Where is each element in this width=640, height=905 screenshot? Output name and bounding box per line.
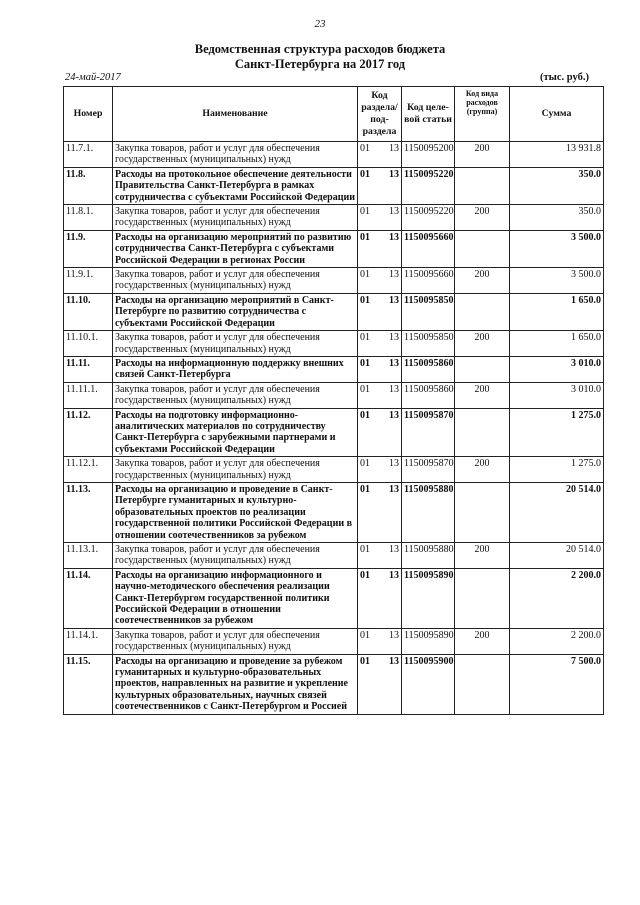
row-name: Расходы на организацию информационного и научно-методического обеспечения реализации Санкт-Петербургом государственной политики Российской Федерации в отношении соотечественников за рубежом [113,568,358,628]
subsection-code: 13 [389,458,399,470]
table-row [64,568,604,628]
row-expense-type: 200 [455,543,510,569]
row-section-code [358,543,402,569]
row-expense-type [455,293,510,330]
row-sum: 3 500.0 [510,230,604,267]
row-expense-type [455,654,510,714]
row-number: 11.14. [64,568,113,628]
section-code-pair [358,544,401,555]
row-number: 11.8. [64,167,113,204]
col-header-section: Код раздела/ под-раздела [358,87,402,142]
row-section-code [358,268,402,294]
section-code-pair [358,410,401,421]
row-section-code [358,356,402,382]
row-article-code: 1150095660 [402,230,455,267]
row-number: 11.14.1. [64,628,113,654]
subsection-code: 13 [389,357,399,369]
table-row [64,268,604,294]
table-row [64,654,604,714]
title-line-1: Ведомственная структура расходов бюджета [194,42,446,56]
row-sum: 1 275.0 [510,457,604,483]
row-expense-type [455,408,510,457]
row-number: 11.12. [64,408,113,457]
row-article-code: 1150095870 [402,408,455,457]
document-title [0,42,640,72]
row-section-code [358,382,402,408]
row-sum: 2 200.0 [510,628,604,654]
table-row [64,356,604,382]
section-code: 01 [360,357,370,369]
section-code: 01 [360,143,370,154]
row-expense-type: 200 [455,205,510,231]
row-section-code [358,142,402,168]
section-code-pair [358,206,401,217]
row-number: 11.9.1. [64,268,113,294]
table-row [64,167,604,204]
row-expense-type [455,356,510,382]
row-section-code [358,331,402,357]
col-header-sum: Сумма [510,87,604,142]
row-sum: 350.0 [510,167,604,204]
row-sum: 350.0 [510,205,604,231]
col-header-expense-type: Код вида расходов (группа) [455,87,510,142]
row-section-code [358,408,402,457]
subsection-code: 13 [389,629,399,641]
row-expense-type [455,230,510,267]
row-name: Закупка товаров, работ и услуг для обеспечения государственных (муниципальных) нужд [113,382,358,408]
section-code: 01 [360,269,370,281]
title-line-2: Санкт-Петербурга на 2017 год [234,57,406,71]
row-sum: 3 010.0 [510,382,604,408]
row-expense-type: 200 [455,142,510,168]
section-code: 01 [360,483,370,495]
row-expense-type: 200 [455,457,510,483]
row-section-code [358,293,402,330]
table-row [64,457,604,483]
subsection-code: 13 [389,569,399,581]
row-name: Расходы на организацию и проведение в Санкт-Петербурге гуманитарных и культурно-образовательных проектов по реализации государственной политики Российской Федерации в отношении соотечественников за рубежом [113,482,358,542]
section-code-pair [358,295,401,306]
document-date: 24-май-2017 [65,72,121,83]
row-section-code [358,654,402,714]
section-code-pair [358,570,401,581]
row-article-code: 1150095900 [402,654,455,714]
section-code: 01 [360,332,370,344]
section-code-pair [358,169,401,180]
row-sum: 3 010.0 [510,356,604,382]
row-expense-type: 200 [455,268,510,294]
row-sum: 13 931.8 [510,142,604,168]
section-code: 01 [360,629,370,641]
section-code: 01 [360,383,370,395]
row-article-code: 1150095890 [402,568,455,628]
row-section-code [358,568,402,628]
row-number: 11.10. [64,293,113,330]
subsection-code: 13 [389,483,399,495]
row-article-code: 1150095870 [402,457,455,483]
subsection-code: 13 [389,206,399,218]
row-article-code: 1150095850 [402,331,455,357]
row-name: Расходы на протокольное обеспечение деятельности Правительства Санкт-Петербурга в рамках сотрудничества с субъектами Российской Федерации [113,167,358,204]
row-article-code: 1150095860 [402,382,455,408]
row-number: 11.12.1. [64,457,113,483]
row-number: 11.13. [64,482,113,542]
units-label: (тыс. руб.) [540,72,589,83]
col-header-article: Код целе-вой статьи [402,87,455,142]
row-section-code [358,628,402,654]
row-sum: 20 514.0 [510,543,604,569]
row-name: Расходы на подготовку информационно-аналитических материалов по сотрудничеству Санкт-Петербурга с зарубежными партнерами и субъектами Российской Федерации [113,408,358,457]
section-code-pair [358,332,401,343]
row-number: 11.11. [64,356,113,382]
row-expense-type: 200 [455,628,510,654]
row-sum: 1 650.0 [510,293,604,330]
row-expense-type [455,167,510,204]
section-code: 01 [360,231,370,243]
col-header-number: Номер [64,87,113,142]
subsection-code: 13 [389,294,399,306]
table-row [64,331,604,357]
row-name: Закупка товаров, работ и услуг для обеспечения государственных (муниципальных) нужд [113,268,358,294]
row-name: Расходы на организацию и проведение за рубежом гуманитарных и культурно-образовательных проектов, направленных на развитие и укрепление культурных образовательных, научных связей соотечественников с Санкт-Петербургом и Россией [113,654,358,714]
row-article-code: 1150095660 [402,268,455,294]
subsection-code: 13 [389,409,399,421]
row-section-code [358,230,402,267]
row-sum: 1 650.0 [510,331,604,357]
section-code-pair [358,384,401,395]
row-number: 11.9. [64,230,113,267]
section-code: 01 [360,569,370,581]
row-number: 11.8.1. [64,205,113,231]
page-number: 23 [314,18,326,30]
row-name: Закупка товаров, работ и услуг для обеспечения государственных (муниципальных) нужд [113,205,358,231]
table-row [64,382,604,408]
section-code-pair [358,269,401,280]
row-expense-type: 200 [455,331,510,357]
row-name: Закупка товаров, работ и услуг для обеспечения государственных (муниципальных) нужд [113,457,358,483]
row-name: Расходы на организацию мероприятий по развитию сотрудничества Санкт-Петербурга с субъектами Российской Федерации в регионах России [113,230,358,267]
section-code-pair [358,630,401,641]
row-article-code: 1150095220 [402,167,455,204]
row-name: Закупка товаров, работ и услуг для обеспечения государственных (муниципальных) нужд [113,331,358,357]
row-section-code [358,482,402,542]
row-sum: 20 514.0 [510,482,604,542]
row-expense-type: 200 [455,382,510,408]
row-name: Закупка товаров, работ и услуг для обеспечения государственных (муниципальных) нужд [113,142,358,168]
row-number: 11.7.1. [64,142,113,168]
row-sum: 2 200.0 [510,568,604,628]
table-row [64,205,604,231]
row-article-code: 1150095880 [402,543,455,569]
section-code: 01 [360,409,370,421]
budget-table [63,86,604,715]
table-row [64,230,604,267]
row-number: 11.13.1. [64,543,113,569]
table-row [64,142,604,168]
row-article-code: 1150095890 [402,628,455,654]
subsection-code: 13 [389,332,399,344]
row-section-code [358,457,402,483]
section-code-pair [358,656,401,667]
subsection-code: 13 [389,269,399,281]
row-name: Расходы на информационную поддержку внешних связей Санкт-Петербурга [113,356,358,382]
table-row [64,293,604,330]
row-number: 11.11.1. [64,382,113,408]
row-number: 11.10.1. [64,331,113,357]
section-code: 01 [360,655,370,667]
section-code-pair [358,358,401,369]
row-sum: 7 500.0 [510,654,604,714]
row-article-code: 1150095220 [402,205,455,231]
row-name: Закупка товаров, работ и услуг для обеспечения государственных (муниципальных) нужд [113,543,358,569]
table-row [64,543,604,569]
section-code-pair [358,143,401,154]
section-code-pair [358,232,401,243]
table-body [64,142,604,715]
table-row [64,628,604,654]
table-header-row [64,87,604,142]
section-code-pair [358,484,401,495]
section-code: 01 [360,168,370,180]
subsection-code: 13 [389,383,399,395]
row-article-code: 1150095200 [402,142,455,168]
row-section-code [358,205,402,231]
section-code: 01 [360,544,370,555]
table-row [64,482,604,542]
table-row [64,408,604,457]
subsection-code: 13 [389,168,399,180]
subsection-code: 13 [389,231,399,243]
subsection-code: 13 [389,655,399,667]
section-code-pair [358,458,401,469]
row-number: 11.15. [64,654,113,714]
row-sum: 1 275.0 [510,408,604,457]
section-code: 01 [360,206,370,218]
row-section-code [358,167,402,204]
row-expense-type [455,568,510,628]
row-name: Расходы на организацию мероприятий в Санкт-Петербурге по развитию сотрудничества с субъектами Российской Федерации [113,293,358,330]
col-header-name: Наименование [113,87,358,142]
subsection-code: 13 [389,544,399,555]
section-code: 01 [360,458,370,470]
row-article-code: 1150095860 [402,356,455,382]
row-sum: 3 500.0 [510,268,604,294]
row-name: Закупка товаров, работ и услуг для обеспечения государственных (муниципальных) нужд [113,628,358,654]
section-code: 01 [360,294,370,306]
row-expense-type [455,482,510,542]
row-article-code: 1150095850 [402,293,455,330]
row-article-code: 1150095880 [402,482,455,542]
subsection-code: 13 [389,143,399,154]
